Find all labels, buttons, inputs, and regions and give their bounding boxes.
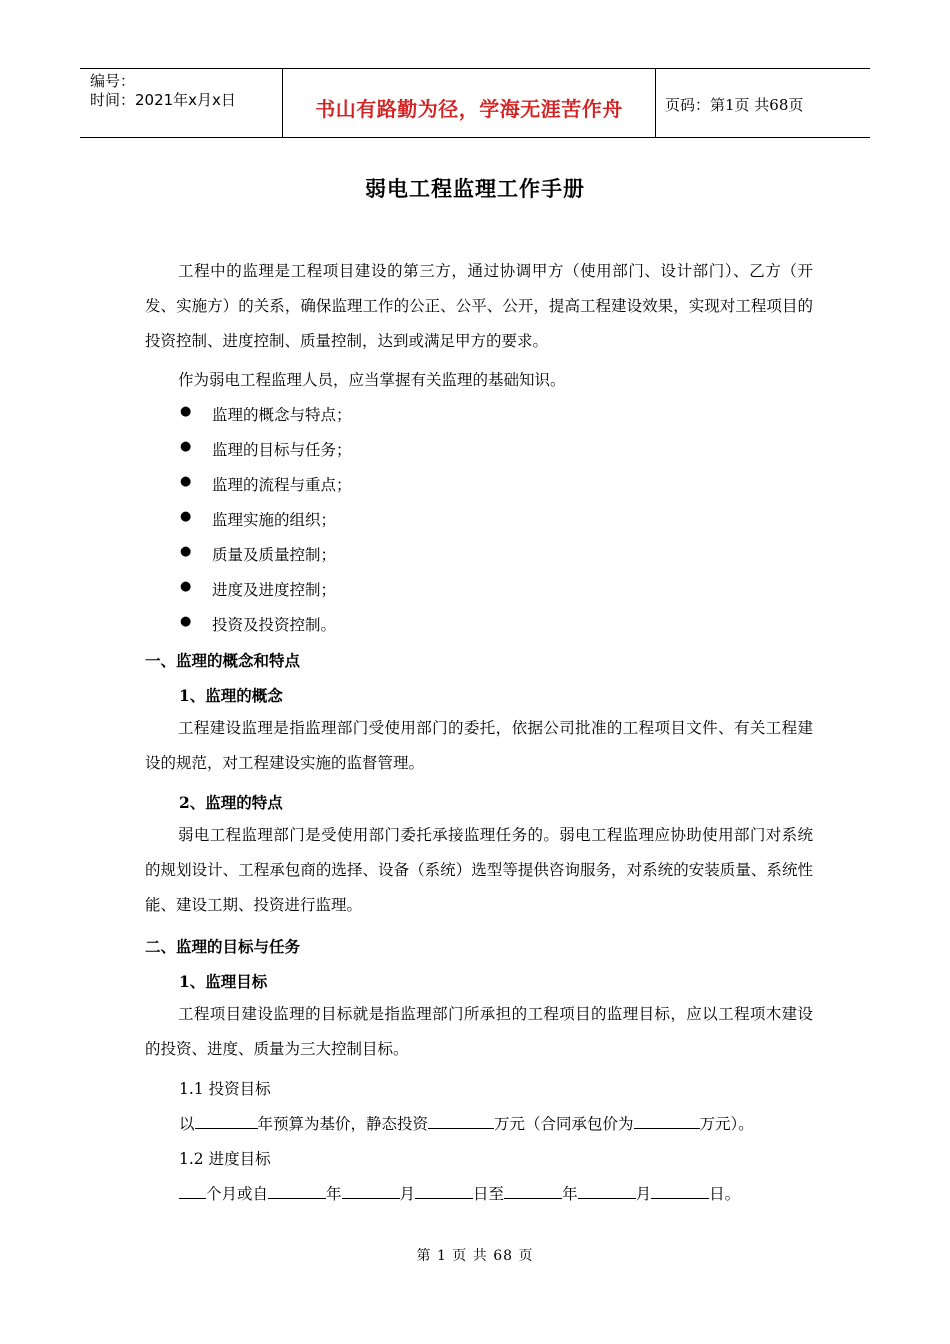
bullet-icon: ●: [180, 439, 192, 454]
schedule-text-5: 年: [562, 1185, 578, 1203]
list-item: 监理的流程与重点；: [212, 476, 352, 494]
header-page-cell: [655, 69, 870, 137]
section-2-1-heading: 1、监理目标: [179, 972, 268, 991]
section-1-heading: 一、监理的概念和特点: [145, 651, 301, 670]
intro-paragraph-1: 工程中的监理是工程项目建设的第三方，通过协调甲方（使用部门、设计部门）、乙方（开发、实施方）的关系，确保监理工作的公正、公平、公开，提高工程建设效果，实现对工程项目的投资控制、进度控制、质量控制，达到或满足甲方的要求。: [145, 262, 813, 350]
section-2-heading: 二、监理的目标与任务: [145, 937, 301, 956]
document-title: 弱电工程监理工作手册: [365, 176, 585, 201]
invest-text-4: 万元）。: [699, 1115, 754, 1133]
blank-field[interactable]: [195, 1114, 258, 1129]
list-item: 进度及进度控制；: [212, 581, 337, 599]
list-item: 监理的目标与任务；: [212, 441, 352, 459]
blank-field[interactable]: [268, 1184, 326, 1199]
bullet-icon: ●: [180, 544, 192, 559]
blank-field[interactable]: [634, 1114, 700, 1129]
blank-field[interactable]: [578, 1184, 636, 1199]
header-motto-cell: [282, 69, 656, 137]
schedule-text-7: 日。: [709, 1185, 741, 1203]
blank-field[interactable]: [504, 1184, 562, 1199]
schedule-text-6: 月: [635, 1185, 652, 1203]
invest-text-3: 万元（合同承包价为: [494, 1115, 634, 1133]
section-1-1-paragraph: 工程建设监理是指监理部门受使用部门的委托，依据公司批准的工程项目文件、有关工程建设的规范，对工程建设实施的监督管理。: [145, 719, 813, 772]
list-item: 监理实施的组织；: [212, 511, 337, 529]
bullet-icon: ●: [180, 474, 192, 489]
investment-target-line: [179, 1112, 754, 1134]
investment-target-heading: 1.1 投资目标: [179, 1080, 271, 1098]
blank-field[interactable]: [415, 1184, 473, 1199]
list-item: 质量及质量控制；: [212, 546, 337, 564]
schedule-text-2: 年: [326, 1185, 342, 1203]
time-label: 时间：2021年x月x日: [90, 91, 236, 109]
section-2-1-paragraph: 工程项目建设监理的目标就是指监理部门所承担的工程项目的监理目标，应以工程项木建设的投资、进度、质量为三大控制目标。: [145, 1005, 813, 1058]
schedule-text-3: 月: [399, 1185, 416, 1203]
blank-field[interactable]: [342, 1184, 400, 1199]
section-1-2-heading: 2、监理的特点: [179, 793, 283, 812]
schedule-text-4: 日至: [473, 1185, 505, 1203]
blank-field[interactable]: [428, 1114, 494, 1129]
bullet-icon: ●: [180, 509, 192, 524]
motto: 书山有路勤为径，学海无涯苦作舟: [315, 97, 623, 121]
blank-field[interactable]: [651, 1184, 709, 1199]
list-item: 监理的概念与特点；: [212, 406, 352, 424]
bullet-icon: ●: [180, 614, 192, 629]
intro-paragraph-2: 作为弱电工程监理人员，应当掌握有关监理的基础知识。: [178, 371, 566, 389]
schedule-target-line: [179, 1182, 740, 1204]
blank-field[interactable]: [179, 1184, 206, 1199]
section-1-1-heading: 1、监理的概念: [179, 686, 283, 705]
schedule-text-1: 个月或自: [206, 1185, 269, 1203]
bullet-icon: ●: [180, 579, 192, 594]
invest-text-1: 以: [179, 1115, 195, 1133]
page-info: 页码：第1页 共68页: [665, 96, 804, 114]
list-item: 投资及投资控制。: [212, 616, 337, 634]
page-header: [80, 68, 870, 138]
page-footer: 第 1 页 共 68 页: [416, 1248, 534, 1264]
section-1-2-paragraph: 弱电工程监理部门是受使用部门委托承接监理任务的。弱电工程监理应协助使用部门对系统的规划设计、工程承包商的选择、设备（系统）选型等提供咨询服务，对系统的安装质量、系统性能、建设工期、投资进行监理。: [145, 826, 813, 914]
bullet-icon: ●: [180, 404, 192, 419]
schedule-target-heading: 1.2 进度目标: [179, 1150, 271, 1168]
invest-text-2: 年预算为基价，静态投资: [257, 1115, 429, 1133]
header-meta-cell: [80, 69, 282, 137]
number-label: 编号：: [90, 72, 136, 90]
